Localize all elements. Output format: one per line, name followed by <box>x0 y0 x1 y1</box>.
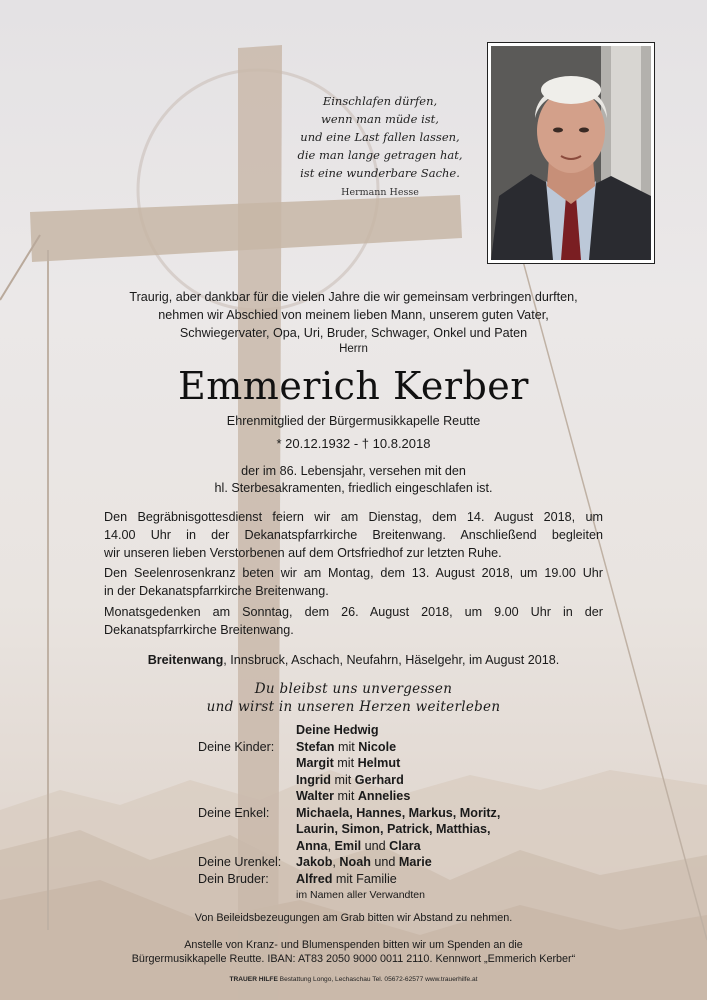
family-name: Emil <box>334 838 362 853</box>
footer-text: Bestattung Longo, Lechaschau Tel. 05672-62577 www.trauerhilfe.at <box>277 976 478 983</box>
family-row <box>198 838 500 855</box>
family-row <box>198 887 500 904</box>
intro-line: Schwiegervater, Opa, Uri, Bruder, Schwager, Onkel und Paten <box>179 326 528 340</box>
family-name: Margit <box>296 756 334 770</box>
portrait-photo <box>487 42 655 264</box>
closing-line: und wirst in unseren Herzen weiterleben <box>206 699 501 715</box>
paragraph-line: Den Seelenrosenkranz beten wir am Montag, dem 13. August 2018, um 19.00 Uhr <box>104 566 603 580</box>
quote-line: Einschlafen dürfen, <box>322 94 438 108</box>
intro-line: nehmen wir Abschied von meinem lieben Mann, unserem guten Vater, <box>158 308 549 322</box>
intro-line: Traurig, aber dankbar für die vielen Jahre die wir gemeinsam verbringen durften, <box>129 290 578 304</box>
closing-verse <box>0 680 707 716</box>
quote-author: Hermann Hesse <box>341 187 419 198</box>
family-label: Deine Enkel: <box>198 805 270 820</box>
donation-note <box>0 938 707 966</box>
age-text <box>0 463 707 497</box>
family-row <box>198 772 500 789</box>
family-row <box>198 805 500 822</box>
family-name: Stefan <box>296 739 335 754</box>
paragraph-line: in der Dekanatspfarrkirche Breitenwang. <box>104 584 329 598</box>
family-name: Ingrid <box>296 772 331 787</box>
family-row <box>198 722 500 739</box>
family-name: Alfred <box>296 871 333 886</box>
paragraph-line: Monatsgedenken am Sonntag, dem 26. August 2018, um 9.00 Uhr in der <box>104 605 603 619</box>
wife-name: Deine Hedwig <box>296 723 379 737</box>
donation-line: Bürgermusikkapelle Reutte. IBAN: AT83 2050 9000 0011 2110. Kennwort „Emmerich Kerber“ <box>131 953 576 965</box>
family-row <box>198 739 500 756</box>
family-list <box>198 722 500 904</box>
donation-line: Anstelle von Kranz- und Blumenspenden bitten wir um Spenden an die <box>184 939 523 951</box>
family-name: Nicole <box>358 739 397 754</box>
family-conj: , <box>327 838 335 853</box>
paragraph-line: 14.00 Uhr in der Dekanatspfarrkirche Breitenwang. Anschließend begleiten <box>104 528 603 542</box>
family-conj: , <box>332 855 340 869</box>
family-name: Anna <box>296 838 328 853</box>
closing-line: Du bleibst uns unvergessen <box>254 681 453 697</box>
family-conj: und <box>370 855 399 869</box>
family-label: Dein Bruder: <box>198 871 269 886</box>
family-name: Gerhard <box>354 772 404 787</box>
family-row <box>198 755 500 772</box>
quote-line: die man lange getragen hat, <box>297 148 463 162</box>
family-conj: und <box>361 838 390 853</box>
place-bold: Breitenwang <box>147 653 224 667</box>
paragraph-line: wir unseren lieben Verstorbenen auf dem Ortsfriedhof zur letzten Ruhe. <box>104 546 502 560</box>
family-conj: mit <box>334 789 358 803</box>
grandchildren-line: Michaela, Hannes, Markus, Moritz, <box>296 805 501 820</box>
family-name: Jakob <box>296 855 333 869</box>
deceased-name: Emmerich Kerber <box>178 364 529 408</box>
honor-title: Ehrenmitglied der Bürgermusikkapelle Reutte <box>226 414 481 428</box>
grandchildren-line: Laurin, Simon, Patrick, Matthias, <box>296 822 491 836</box>
hesse-quote <box>280 92 480 202</box>
quote-line: wenn man müde ist, <box>321 112 439 126</box>
portrait-icon <box>491 46 651 260</box>
family-name: Marie <box>398 855 432 869</box>
intro-text <box>60 288 647 342</box>
age-line: der im 86. Lebensjahr, versehen mit den <box>241 464 466 478</box>
family-row <box>198 821 500 838</box>
condolence-note: Von Beileidsbezeugungen am Grab bitten wir Abstand zu nehmen. <box>194 912 513 924</box>
life-dates: * 20.12.1932 - † 10.8.2018 <box>276 436 431 451</box>
family-row <box>198 788 500 805</box>
family-name: Walter <box>296 789 335 803</box>
family-conj: mit <box>330 772 355 787</box>
funeral-service-paragraph <box>104 508 603 562</box>
family-name: Noah <box>339 855 371 869</box>
family-conj: mit <box>334 739 359 754</box>
places-line <box>0 653 707 667</box>
salutation: Herrn <box>339 343 368 355</box>
relatives-note: im Namen aller Verwandten <box>296 889 425 901</box>
paragraph-line: Den Begräbnisgottesdienst feiern wir am Dienstag, dem 14. August 2018, um <box>104 510 603 524</box>
family-name: Clara <box>389 838 421 853</box>
quote-line: ist eine wunderbare Sache. <box>300 166 460 180</box>
undertaker-footer <box>0 976 707 983</box>
quote-line: und eine Last fallen lassen, <box>300 130 460 144</box>
rosary-paragraph <box>104 564 603 600</box>
family-name: Annelies <box>357 789 411 803</box>
memorial-paragraph <box>104 603 603 639</box>
family-row <box>198 854 500 871</box>
paragraph-line: Dekanatspfarrkirche Breitenwang. <box>104 623 294 637</box>
family-conj: mit <box>333 756 358 770</box>
family-label: Deine Urenkel: <box>198 855 282 869</box>
age-line: hl. Sterbesakramenten, friedlich eingeschlafen ist. <box>214 481 493 495</box>
places-rest: , Innsbruck, Aschach, Neufahrn, Häselgehr, im August 2018. <box>223 653 560 667</box>
family-row <box>198 871 500 888</box>
family-name: Helmut <box>357 756 401 770</box>
family-label: Deine Kinder: <box>198 739 275 754</box>
footer-brand: TRAUER HILFE <box>229 976 278 983</box>
family-conj: mit Familie <box>332 871 397 886</box>
